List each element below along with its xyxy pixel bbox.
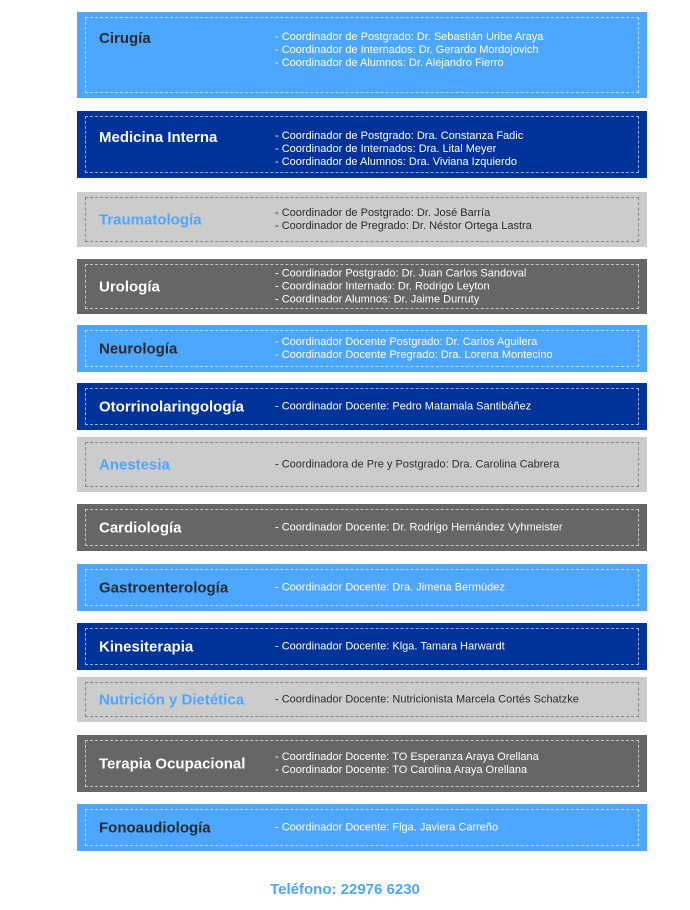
coordinator-list — [275, 31, 632, 70]
coordinator-list — [275, 458, 632, 471]
coordinator-line: - Coordinador de Alumnos: Dr. Alejandro Fierro — [275, 57, 504, 69]
coordinator-line: - Coordinadora de Pre y Postgrado: Dra. Carolina Cabrera — [275, 458, 560, 470]
coordinator-line: - Coordinador de Internados: Dra. Lital Meyer — [275, 143, 497, 155]
coordinator-list — [275, 207, 632, 233]
department-cardiologia — [77, 504, 647, 551]
department-frame — [85, 809, 639, 846]
department-name: Traumatología — [99, 211, 202, 228]
coordinator-line: - Coordinador Docente: Pedro Matamala Santibáñez — [275, 400, 532, 412]
department-fonoaudiologia — [77, 804, 647, 851]
coordinator-line: - Coordinador Docente Pregrado: Dra. Lorena Montecino — [275, 348, 553, 361]
department-name: Fonoaudiología — [99, 819, 211, 836]
coordinator-line: - Coordinador Docente: TO Carolina Araya Orellana — [275, 763, 528, 776]
department-name: Gastroenterología — [99, 579, 229, 596]
coordinator-line: - Coordinador de Postgrado: Dra. Constanza Fadic — [275, 130, 524, 142]
department-traumatologia — [77, 192, 647, 247]
coordinator-line: - Coordinador de Internados: Dr. Gerardo Mordojovich — [275, 44, 539, 56]
coordinator-line: - Coordinador Docente Postgrado: Dr. Carlos Aguilera — [275, 335, 538, 348]
department-name: Cirugía — [99, 30, 151, 47]
coordinator-line: - Coordinador Docente: Dra. Jimena Bermúdez — [275, 581, 505, 593]
department-frame — [85, 509, 639, 546]
coordinator-list — [275, 751, 632, 777]
department-frame — [85, 682, 639, 717]
coordinator-line: - Coordinador de Pregrado: Dr. Néstor Ortega Lastra — [275, 219, 532, 232]
coordinator-line: - Coordinador Docente: Dr. Rodrigo Hernández Vyhmeister — [275, 521, 563, 533]
department-frame — [85, 330, 639, 367]
coordinator-line: - Coordinador Internado: Dr. Rodrigo Leyton — [275, 280, 490, 292]
department-frame — [85, 442, 639, 487]
department-name: Cardiología — [99, 519, 182, 536]
coordinator-line: - Coordinador Docente: Flga. Javiera Carreño — [275, 821, 499, 833]
department-medicina-interna — [77, 111, 647, 178]
coordinator-list — [275, 521, 632, 534]
coordinator-list — [275, 693, 632, 706]
department-nutricion-dietetica — [77, 677, 647, 722]
department-name: Medicina Interna — [99, 129, 218, 146]
department-frame — [85, 116, 639, 173]
department-frame — [85, 628, 639, 665]
department-anestesia — [77, 437, 647, 492]
department-frame — [85, 197, 639, 242]
coordinator-list — [275, 581, 632, 594]
coordinator-line: - Coordinador Alumnos: Dr. Jaime Durruty — [275, 293, 480, 305]
coordinator-list — [275, 640, 632, 653]
coordinator-line: - Coordinador Docente: Klga. Tamara Harwardt — [275, 640, 505, 652]
coordinator-line: - Coordinador de Postgrado: Dr. Sebastián Uribe Araya — [275, 31, 544, 43]
department-terapia-ocupacional — [77, 735, 647, 792]
department-name: Kinesiterapia — [99, 638, 194, 655]
department-frame — [85, 388, 639, 425]
coordinator-list — [275, 400, 632, 413]
coordinator-list — [275, 130, 632, 169]
department-name: Terapia Ocupacional — [99, 755, 246, 772]
department-urologia — [77, 259, 647, 314]
department-name: Nutrición y Dietética — [99, 691, 245, 708]
department-gastroenterologia — [77, 564, 647, 611]
coordinator-list — [275, 267, 632, 306]
coordinator-line: - Coordinador de Alumnos: Dra. Viviana Izquierdo — [275, 156, 517, 168]
department-neurologia — [77, 325, 647, 372]
department-name: Otorrinolaringología — [99, 398, 244, 415]
department-kinesiterapia — [77, 623, 647, 670]
coordinator-list — [275, 336, 632, 362]
contact-phone: Teléfono: 22976 6230 — [270, 881, 420, 898]
department-frame — [85, 569, 639, 606]
coordinator-line: - Coordinador Docente: Nutricionista Marcela Cortés Schatzke — [275, 693, 579, 705]
department-otorrinolaringologia — [77, 383, 647, 430]
department-name: Anestesia — [99, 456, 170, 473]
coordinator-list — [275, 821, 632, 834]
coordinator-line: - Coordinador Postgrado: Dr. Juan Carlos Sandoval — [275, 267, 527, 279]
department-cirugia — [77, 12, 647, 98]
department-frame — [85, 264, 639, 309]
coordinator-line: - Coordinador de Postgrado: Dr. José Barría — [275, 206, 491, 219]
department-frame — [85, 17, 639, 93]
department-name: Urología — [99, 278, 160, 295]
coordinator-line: - Coordinador Docente: TO Esperanza Araya Orellana — [275, 750, 539, 763]
department-name: Neurología — [99, 340, 178, 357]
department-frame — [85, 740, 639, 787]
